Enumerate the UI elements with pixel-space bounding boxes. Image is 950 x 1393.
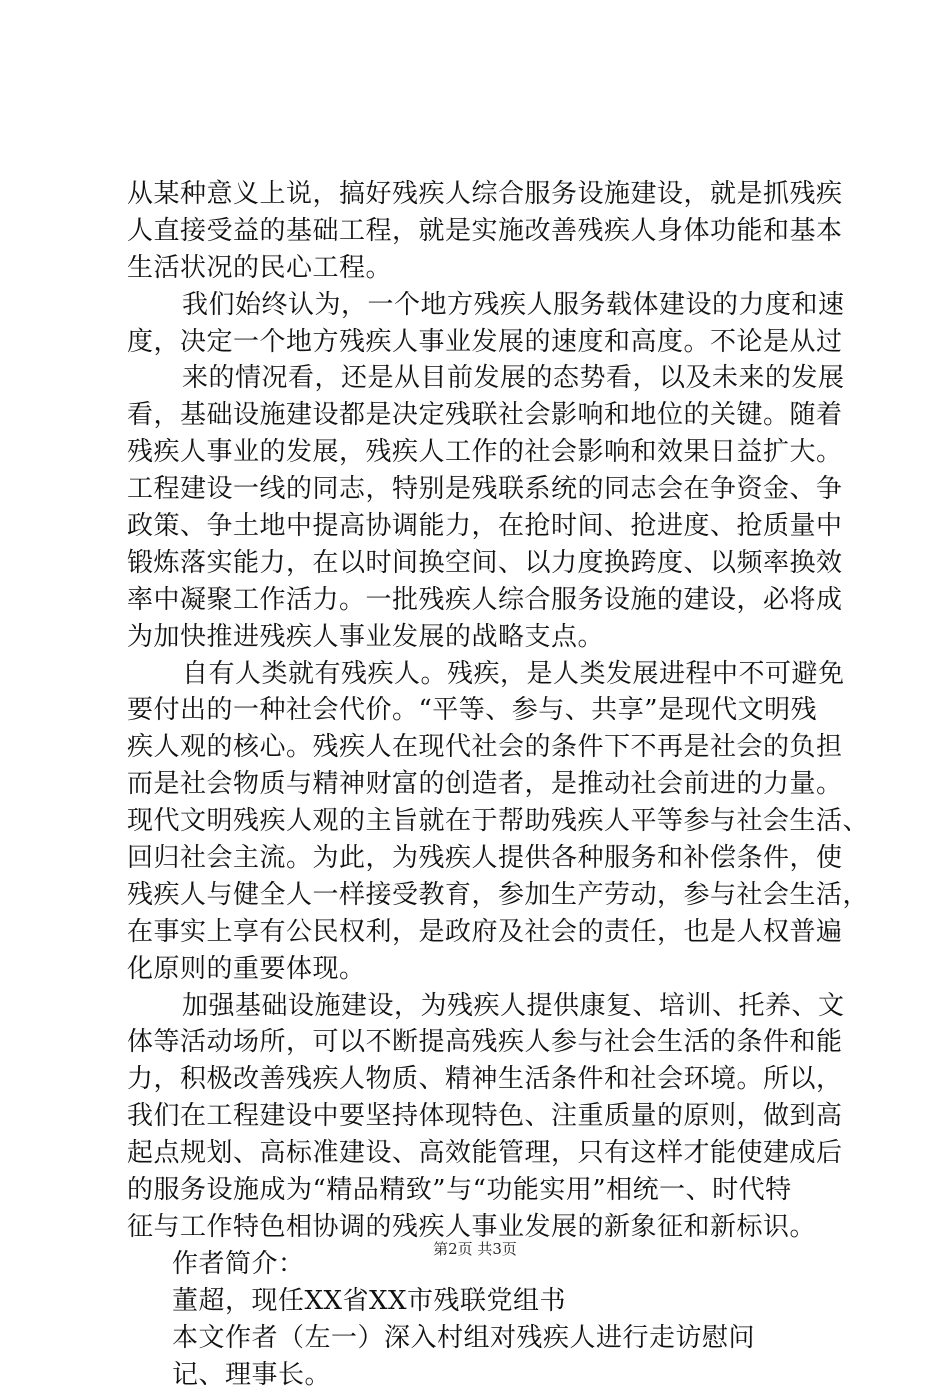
author-intro-line: 董超，现任XX省XX市残联党组书 [127,1283,847,1320]
page-number-footer: 第2页 共3页 [0,1238,950,1259]
text-line: 现代文明残疾人观的主旨就在于帮助残疾人平等参与社会生活、 [127,803,847,840]
text-line: 看，基础设施建设都是决定残联社会影响和地位的关键。随着 [127,397,847,434]
text-line: 锻炼落实能力，在以时间换空间、以力度换跨度、以频率换效 [127,545,847,582]
text-line: 为加快推进残疾人事业发展的战略支点。 [127,619,847,656]
text-line: 度，决定一个地方残疾人事业发展的速度和高度。不论是从过 [127,324,847,361]
text-line: 人直接受益的基础工程，就是实施改善残疾人身体功能和基本 [127,213,847,250]
paragraph-start-line: 加强基础设施建设，为残疾人提供康复、培训、托养、文 [127,988,847,1025]
text-line: 政策、争土地中提高协调能力，在抢时间、抢进度、抢质量中 [127,508,847,545]
text-line: 率中凝聚工作活力。一批残疾人综合服务设施的建设，必将成 [127,582,847,619]
text-line: 生活状况的民心工程。 [127,250,847,287]
text-line: 体等活动场所，可以不断提高残疾人参与社会生活的条件和能 [127,1024,847,1061]
text-line: 疾人观的核心。残疾人在现代社会的条件下不再是社会的负担 [127,729,847,766]
text-line: 来的情况看，还是从目前发展的态势看，以及未来的发展 [127,360,847,397]
author-intro-line: 记、理事长。 [127,1357,847,1393]
text-line: 力，积极改善残疾人物质、精神生活条件和社会环境。所以， [127,1061,847,1098]
text-line: 在事实上享有公民权利，是政府及社会的责任，也是人权普遍 [127,914,847,951]
paragraph-start-line: 自有人类就有残疾人。残疾，是人类发展进程中不可避免 [127,656,847,693]
text-line: 化原则的重要体现。 [127,951,847,988]
text-line: 我们在工程建设中要坚持体现特色、注重质量的原则，做到高 [127,1098,847,1135]
text-line: 征与工作特色相协调的残疾人事业发展的新象征和新标识。 [127,1209,847,1246]
text-line: 工程建设一线的同志，特别是残联系统的同志会在争资金、争 [127,471,847,508]
text-line: 起点规划、高标准建设、高效能管理，只有这样才能使建成后 [127,1135,847,1172]
text-line: 残疾人事业的发展，残疾人工作的社会影响和效果日益扩大。 [127,434,847,471]
text-line: 回归社会主流。为此，为残疾人提供各种服务和补偿条件，使 [127,840,847,877]
photo-caption: 本文作者（左一）深入村组对残疾人进行走访慰问 [127,1320,847,1357]
author-intro-heading: 作者简介： [127,1246,847,1283]
text-line: 残疾人与健全人一样接受教育，参加生产劳动，参与社会生活， [127,877,847,914]
paragraph-start-line: 我们始终认为，一个地方残疾人服务载体建设的力度和速 [127,287,847,324]
text-line: 而是社会物质与精神财富的创造者，是推动社会前进的力量。 [127,766,847,803]
text-line: 要付出的一种社会代价。“平等、参与、共享”是现代文明残 [127,692,847,729]
text-line: 的服务设施成为“精品精致”与“功能实用”相统一、时代特 [127,1172,847,1209]
text-line: 从某种意义上说，搞好残疾人综合服务设施建设，就是抓残疾 [127,176,847,213]
article-body [127,176,847,1393]
